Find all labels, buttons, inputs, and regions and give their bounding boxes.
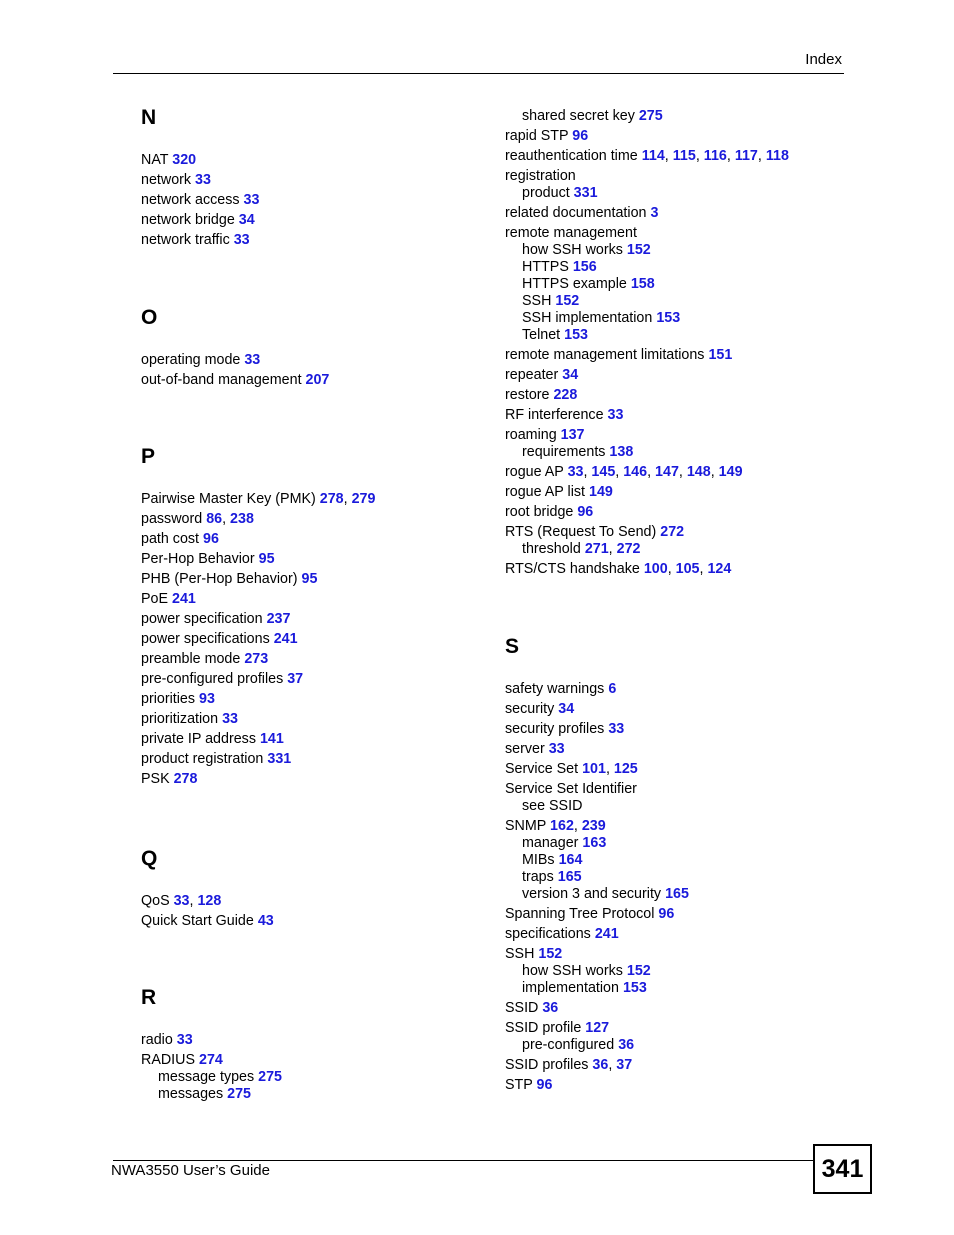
index-entry: Service Set 101, 125 [505, 761, 638, 777]
index-term: shared secret key [522, 108, 635, 124]
header-divider [113, 73, 844, 74]
index-term: see SSID [522, 798, 583, 814]
index-term: rapid STP [505, 128, 569, 144]
page-link[interactable]: 207 [305, 372, 330, 388]
page-link[interactable]: 163 [582, 835, 607, 851]
index-term: threshold [522, 541, 581, 557]
entry-list [505, 108, 789, 578]
index-section [505, 635, 689, 1094]
index-subentry: threshold 271, 272 [522, 541, 641, 557]
index-subentry [158, 1086, 282, 1103]
page-link[interactable]: 33 [243, 192, 260, 208]
index-subentry [522, 444, 789, 461]
index-entry [505, 946, 689, 963]
index-entry [505, 387, 789, 404]
index-term: QoS [141, 893, 170, 909]
page-link[interactable]: 331 [573, 185, 598, 201]
index-term: related documentation [505, 205, 647, 221]
index-entry [522, 108, 789, 125]
page-link[interactable]: 128 [197, 893, 222, 909]
page-link[interactable]: 127 [585, 1020, 610, 1036]
page-link[interactable]: 238 [230, 511, 254, 527]
index-entry [505, 1077, 689, 1094]
index-term: remote management [505, 225, 637, 241]
index-term: out-of-band management [141, 372, 302, 388]
index-entry [505, 205, 789, 222]
index-term: radio [141, 1032, 173, 1048]
page-link[interactable]: 156 [572, 259, 597, 275]
index-subentry [522, 852, 689, 869]
page-link[interactable]: 33 [222, 711, 238, 727]
index-entry [141, 152, 259, 169]
page-link[interactable]: 152 [626, 963, 651, 979]
page-link[interactable]: 137 [560, 427, 585, 443]
page-link[interactable]: 146 [623, 464, 648, 480]
page-link[interactable]: 149 [589, 484, 613, 500]
page-link[interactable]: 153 [622, 980, 647, 996]
page-link[interactable]: 274 [199, 1052, 223, 1068]
index-term: security [505, 701, 555, 717]
entry-list [141, 491, 375, 788]
page-link[interactable]: 33 [173, 893, 190, 909]
page-link[interactable]: 33 [233, 232, 250, 248]
index-entry: SNMP 162, 239 [505, 818, 606, 834]
section-letter: Q [141, 847, 158, 870]
page-link[interactable]: 36 [592, 1057, 609, 1073]
entry-list [141, 1032, 282, 1103]
page-link[interactable]: 152 [555, 293, 580, 309]
guide-title: NWA3550 User’s Guide [111, 1162, 270, 1179]
index-entry: SSID profiles 36, 37 [505, 1057, 633, 1073]
page-link[interactable]: 96 [577, 504, 594, 520]
index-term: SSH [505, 946, 535, 962]
page-link[interactable]: 105 [675, 561, 700, 577]
index-entry [505, 681, 689, 698]
index-term: Service Set Identifier [505, 781, 637, 797]
section-letter: S [505, 635, 520, 658]
page-link[interactable]: 278 [173, 771, 198, 787]
index-term: security profiles [505, 721, 605, 737]
index-term: Pairwise Master Key (PMK) [141, 491, 316, 507]
page-link[interactable]: 86 [206, 511, 223, 527]
index-entry [141, 372, 329, 389]
index-term: network [141, 172, 192, 188]
index-term: implementation [522, 980, 619, 996]
page-link[interactable]: 100 [643, 561, 668, 577]
page-link[interactable]: 241 [594, 926, 619, 942]
index-entry [141, 771, 375, 788]
index-entry [505, 504, 789, 521]
index-entry [141, 751, 375, 768]
page-link[interactable]: 148 [686, 464, 711, 480]
page-link[interactable]: 36 [618, 1037, 635, 1053]
page-link[interactable]: 114 [641, 148, 665, 164]
index-entry [141, 172, 259, 189]
index-entry [505, 128, 789, 145]
page-link[interactable]: 272 [660, 524, 685, 540]
index-entry [141, 352, 329, 369]
index-entry [505, 741, 689, 758]
index-term: Service Set [505, 761, 579, 777]
index-term: messages [158, 1086, 224, 1102]
index-term: Spanning Tree Protocol [505, 906, 655, 922]
index-entry [141, 591, 375, 608]
index-entry [141, 913, 274, 930]
page-link[interactable]: 271 [584, 541, 609, 557]
page-link[interactable]: 96 [658, 906, 675, 922]
index-term: path cost [141, 531, 200, 547]
index-subentry [522, 259, 789, 276]
page-link[interactable]: 138 [609, 444, 634, 460]
index-term: safety warnings [505, 681, 605, 697]
index-term: root bridge [505, 504, 574, 520]
index-subentry [522, 185, 789, 202]
index-entry [505, 906, 689, 923]
index-term: power specifications [141, 631, 270, 647]
index-entry: rogue AP 33, 145, 146, 147, 148, 149 [505, 464, 743, 480]
index-term: RTS/CTS handshake [505, 561, 640, 577]
page-link[interactable]: 152 [626, 242, 651, 258]
page-link[interactable]: 152 [538, 946, 563, 962]
index-entry [141, 1032, 282, 1049]
page-link[interactable]: 241 [273, 631, 298, 647]
index-term: SSH [522, 293, 552, 309]
page-link[interactable]: 273 [244, 651, 269, 667]
page-link[interactable]: 165 [665, 886, 689, 902]
index-term: STP [505, 1077, 533, 1093]
page-link[interactable]: 37 [616, 1057, 633, 1073]
page-link[interactable]: 33 [195, 172, 211, 188]
entry-list [141, 152, 259, 249]
index-term: HTTPS [522, 259, 569, 275]
page-link[interactable]: 95 [301, 571, 318, 587]
index-term: SSH implementation [522, 310, 653, 326]
index-subentry [522, 310, 789, 327]
page-link[interactable]: 117 [734, 148, 758, 164]
index-term: SSID [505, 1000, 539, 1016]
index-entry [141, 631, 375, 648]
page-link[interactable]: 331 [267, 751, 292, 767]
index-subentry [158, 1069, 282, 1086]
index-entry: RTS/CTS handshake 100, 105, 124 [505, 561, 732, 577]
page-link[interactable]: 162 [550, 818, 574, 834]
index-entry [141, 711, 375, 728]
page-link[interactable]: 279 [351, 491, 376, 507]
page-link[interactable]: 34 [238, 212, 255, 228]
index-term: Telnet [522, 327, 561, 343]
index-term: pre-configured [522, 1037, 615, 1053]
index-term: product registration [141, 751, 264, 767]
page-link[interactable]: 36 [542, 1000, 559, 1016]
index-entry [505, 347, 789, 364]
page-link[interactable]: 96 [203, 531, 219, 547]
section-letter: R [141, 986, 157, 1009]
page-link[interactable]: 275 [258, 1069, 282, 1085]
index-subentry [522, 293, 789, 310]
section-letter: N [141, 106, 157, 129]
index-term: network access [141, 192, 240, 208]
index-entry: QoS 33, 128 [141, 893, 222, 909]
index-term: Per-Hop Behavior [141, 551, 255, 567]
index-entry [505, 168, 789, 185]
page-link[interactable]: 101 [582, 761, 606, 777]
page-link[interactable]: 164 [558, 852, 583, 868]
index-section [141, 986, 282, 1103]
index-term: registration [505, 168, 576, 184]
index-term: requirements [522, 444, 606, 460]
page-link[interactable]: 118 [765, 148, 789, 164]
index-term: manager [522, 835, 579, 851]
page-link[interactable]: 237 [266, 611, 291, 627]
index-entry [505, 781, 689, 798]
index-entry [505, 701, 689, 718]
index-term: SSID profiles [505, 1057, 589, 1073]
index-subentry [522, 276, 789, 293]
index-term: PSK [141, 771, 170, 787]
page-link[interactable]: 33 [548, 741, 565, 757]
page-link[interactable]: 6 [608, 681, 617, 697]
index-section [141, 445, 375, 788]
page-number: 341 [813, 1144, 872, 1194]
page-link[interactable]: 151 [708, 347, 733, 363]
page-link[interactable]: 37 [287, 671, 304, 687]
index-term: reauthentication time [505, 148, 638, 164]
index-entry [141, 192, 259, 209]
index-entry [505, 484, 789, 501]
index-entry: reauthentication time 114, 115, 116, 117, 118 [505, 148, 789, 164]
index-subentry [522, 327, 789, 344]
page-link[interactable]: 3 [650, 205, 659, 221]
page-link[interactable]: 228 [553, 387, 578, 403]
index-entry [141, 571, 375, 588]
section-letter: P [141, 445, 156, 468]
index-term: MIBs [522, 852, 555, 868]
footer-divider [113, 1160, 814, 1161]
page-link[interactable]: 33 [244, 352, 261, 368]
index-term: preamble mode [141, 651, 241, 667]
page-link[interactable]: 124 [707, 561, 732, 577]
index-subentry [522, 242, 789, 259]
index-subentry [522, 835, 689, 852]
index-term: how SSH works [522, 242, 623, 258]
index-term: Quick Start Guide [141, 913, 254, 929]
page-link[interactable]: 115 [672, 148, 696, 164]
index-entry [141, 1052, 282, 1069]
index-entry [505, 524, 789, 541]
page-link[interactable]: 275 [227, 1086, 252, 1102]
index-entry [141, 731, 375, 748]
index-term: restore [505, 387, 550, 403]
page-link[interactable]: 278 [319, 491, 344, 507]
index-term: roaming [505, 427, 557, 443]
index-term: network traffic [141, 232, 230, 248]
header-title: Index [805, 51, 842, 68]
page-link[interactable]: 241 [172, 591, 196, 607]
index-term: HTTPS example [522, 276, 627, 292]
index-section [141, 106, 259, 249]
index-entry [141, 232, 259, 249]
entry-list [141, 893, 274, 930]
index-entry [505, 1000, 689, 1017]
index-section [505, 108, 789, 578]
index-entry [505, 367, 789, 384]
index-term: network bridge [141, 212, 235, 228]
page-link[interactable]: 34 [562, 367, 579, 383]
page-link[interactable]: 33 [607, 407, 624, 423]
index-term: prioritization [141, 711, 219, 727]
index-term: operating mode [141, 352, 241, 368]
index-term: PHB (Per-Hop Behavior) [141, 571, 298, 587]
index-term: repeater [505, 367, 559, 383]
index-entry [141, 531, 375, 548]
index-entry [141, 212, 259, 229]
index-term: product [522, 185, 570, 201]
index-term: how SSH works [522, 963, 623, 979]
index-term: password [141, 511, 203, 527]
index-term: traps [522, 869, 554, 885]
page-link[interactable]: 43 [257, 913, 274, 929]
index-term: SNMP [505, 818, 547, 834]
index-entry [141, 691, 375, 708]
index-term: specifications [505, 926, 591, 942]
index-entry [141, 651, 375, 668]
page-link[interactable]: 125 [613, 761, 638, 777]
page-link[interactable]: 158 [630, 276, 655, 292]
index-term: RTS (Request To Send) [505, 524, 657, 540]
index-term: RADIUS [141, 1052, 196, 1068]
index-term: PoE [141, 591, 169, 607]
index-subentry [522, 980, 689, 997]
page-link[interactable]: 239 [581, 818, 606, 834]
entry-list [141, 352, 329, 389]
page-link[interactable]: 33 [608, 721, 625, 737]
index-subentry [522, 798, 689, 815]
index-subentry [522, 886, 689, 903]
page-link[interactable]: 95 [258, 551, 275, 567]
page-link[interactable]: 320 [172, 152, 197, 168]
index-entry: Pairwise Master Key (PMK) 278, 279 [141, 491, 376, 507]
index-term: priorities [141, 691, 196, 707]
entry-list [505, 681, 689, 1094]
page-link[interactable]: 33 [176, 1032, 193, 1048]
index-term: SSID profile [505, 1020, 582, 1036]
page-link[interactable]: 275 [638, 108, 663, 124]
index-term: version 3 and security [522, 886, 662, 902]
page-link[interactable]: 147 [655, 464, 679, 480]
index-term: server [505, 741, 545, 757]
page-link[interactable]: 141 [259, 731, 284, 747]
index-term: NAT [141, 152, 169, 168]
page-link[interactable]: 93 [199, 691, 215, 707]
index-entry [141, 671, 375, 688]
section-letter: O [141, 306, 158, 329]
index-entry [141, 611, 375, 628]
index-subentry [522, 869, 689, 886]
page-link[interactable]: 153 [656, 310, 681, 326]
page-link[interactable]: 165 [557, 869, 582, 885]
page-link[interactable]: 96 [572, 128, 589, 144]
page-link[interactable]: 153 [564, 327, 588, 343]
index-term: message types [158, 1069, 255, 1085]
page-link[interactable]: 272 [616, 541, 641, 557]
index-term: remote management limitations [505, 347, 705, 363]
index-term: power specification [141, 611, 263, 627]
index-entry [505, 427, 789, 444]
index-entry [141, 551, 375, 568]
index-entry [505, 926, 689, 943]
index-subentry [522, 963, 689, 980]
index-entry [505, 721, 689, 738]
index-term: private IP address [141, 731, 256, 747]
page-link[interactable]: 96 [536, 1077, 553, 1093]
index-entry [505, 407, 789, 424]
index-entry [505, 225, 789, 242]
index-term: RF interference [505, 407, 604, 423]
index-section [141, 306, 329, 389]
index-entry [505, 1020, 689, 1037]
page-link[interactable]: 149 [718, 464, 743, 480]
index-term: pre-configured profiles [141, 671, 284, 687]
page-link[interactable]: 116 [703, 148, 727, 164]
index-entry: password 86, 238 [141, 511, 254, 527]
page-link[interactable]: 33 [567, 464, 584, 480]
index-term: rogue AP list [505, 484, 586, 500]
page-link[interactable]: 145 [591, 464, 616, 480]
index-subentry [522, 1037, 689, 1054]
page-link[interactable]: 34 [558, 701, 575, 717]
index-section [141, 847, 274, 930]
index-term: rogue AP [505, 464, 564, 480]
